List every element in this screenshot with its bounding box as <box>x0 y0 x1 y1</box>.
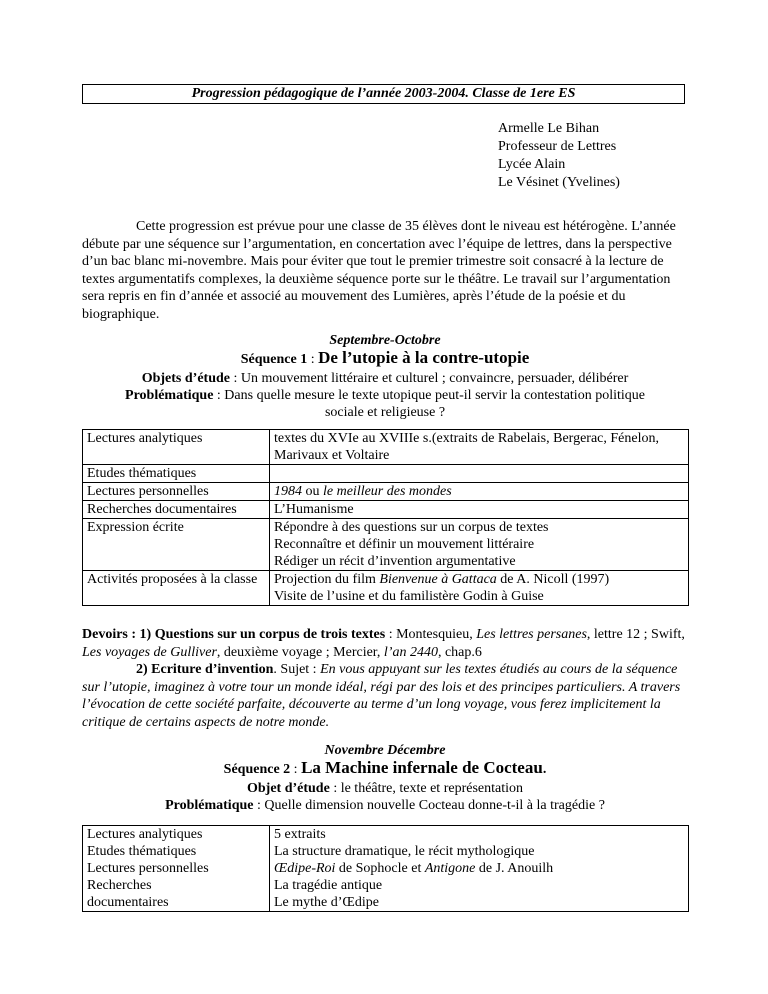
row-text: de Sophocle et <box>335 861 425 876</box>
row-value: Le mythe d’Œdipe <box>274 895 379 910</box>
seq2-objets <box>82 780 688 797</box>
table-row <box>83 826 689 912</box>
table-row <box>83 519 689 571</box>
book-title: l’an 2440 <box>383 644 438 660</box>
devoir-1 <box>82 626 688 661</box>
seq1-period: Septembre-Octobre <box>329 333 441 348</box>
document-title: Progression pédagogique de l’année 2003-2004. Classe de 1ere ES <box>82 84 685 104</box>
seq2-heading <box>82 758 688 780</box>
book-title: le meilleur des mondes <box>323 484 452 499</box>
devoir-2-label: 2) Ecriture d’invention <box>136 662 274 677</box>
devoir-text: , chap.6 <box>437 644 482 660</box>
seq1-title: De l’utopie à la contre-utopie <box>318 348 530 367</box>
book-title: Les voyages de Gulliver <box>82 644 217 660</box>
seq1-problematique <box>82 387 688 421</box>
activity-text: de A. Nicoll (1997) <box>496 572 610 587</box>
row-value <box>274 860 684 877</box>
row-value: 5 extraits <box>274 827 326 842</box>
devoir-text: , lettre 12 ; Swift, <box>586 627 685 642</box>
devoir-subject: En vous appuyant sur les textes étudiés au cours de la séquence sur l’utopie, imaginez à votre tour un monde idéal, régi par des lois et des principes particuliers. A travers l’évocation de cette société parfaite, découverte au terme d’un long voyage, vous ferez implicitement la critique de certains aspects de notre monde. <box>82 662 681 730</box>
row-label: Recherches documentaires <box>87 878 169 910</box>
book-title: Les lettres persanes <box>476 627 587 642</box>
author-block <box>498 120 620 192</box>
devoir-2 <box>82 661 688 731</box>
activity-line: Répondre à des questions sur un corpus de textes <box>274 520 549 535</box>
table-cell <box>270 826 689 912</box>
seq2-prob-text: : Quelle dimension nouvelle Cocteau donne-t-il à la tragédie ? <box>253 798 605 813</box>
table-cell: L’Humanisme <box>270 501 689 519</box>
activity-line: Visite de l’usine et du familistère Godin à Guise <box>274 589 544 604</box>
row-value: La tragédie antique <box>274 878 383 893</box>
seq1-prob-text: : Dans quelle mesure le texte utopique peut-il servir la contestation politique sociale et religieuse ? <box>213 388 645 420</box>
seq2-title-end: . <box>542 762 547 777</box>
row-value: La structure dramatique, le récit mythologique <box>274 844 535 859</box>
book-title: Œdipe-Roi <box>274 861 336 876</box>
book-title: Antigone <box>424 861 476 876</box>
table-cell: Expression écrite <box>83 519 270 571</box>
table-cell <box>270 483 689 501</box>
row-label: Lectures personnelles <box>87 861 209 876</box>
seq2-label: Séquence 2 <box>223 762 291 777</box>
intro-paragraph <box>82 218 688 323</box>
intro-text: Cette progression est prévue pour une classe de 35 élèves dont le niveau est hétérogène. L’année débute par une séquence sur l’argumentation, en concertation avec l’équipe de lettres, dans la perspective d’un bac blanc mi-novembre. Mais pour éviter que tout le premier trimestre soit consacré à la lecture de textes argumentatifs complexes, la deuxième séquence porte sur le théâtre. Le travail sur l’argumentation sera repris en fin d’année et associé au mouvement des Lumières, après l’étude de la poésie et du biographique. <box>82 219 676 322</box>
row-label: Lectures analytiques <box>87 827 203 842</box>
table-cell: Lectures personnelles <box>83 483 270 501</box>
seq1-prob-label: Problématique <box>125 388 214 403</box>
seq2-sep: : <box>290 762 302 777</box>
film-title: Bienvenue à Gattaca <box>379 572 497 587</box>
seq1-label: Séquence 1 <box>240 352 308 367</box>
author-school: Lycée Alain <box>498 157 566 172</box>
table-cell: Etudes thématiques <box>83 465 270 483</box>
book-title: 1984 <box>274 484 302 499</box>
author-city: Le Vésinet (Yvelines) <box>498 175 620 190</box>
table-row <box>83 571 689 606</box>
table-row <box>83 465 689 483</box>
seq1-table <box>82 429 689 606</box>
table-row <box>83 430 689 465</box>
seq1-sep: : <box>307 352 319 367</box>
connector-text: ou <box>302 484 323 499</box>
seq1-objets-label: Objets d’étude <box>141 371 230 386</box>
table-cell <box>83 826 270 912</box>
devoir-text: . Sujet : <box>273 662 321 677</box>
author-role: Professeur de Lettres <box>498 139 617 154</box>
seq2-problematique <box>82 797 688 814</box>
activity-line: Reconnaître et définir un mouvement littéraire <box>274 537 535 552</box>
seq1-heading <box>82 348 688 370</box>
table-cell: Recherches documentaires <box>83 501 270 519</box>
activity-text: Projection du film <box>274 572 380 587</box>
seq2-objets-text: : le théâtre, texte et représentation <box>329 781 523 796</box>
seq2-title: La Machine infernale de Cocteau <box>301 758 543 777</box>
author-name: Armelle Le Bihan <box>498 121 600 136</box>
seq2-period: Novembre Décembre <box>324 743 446 758</box>
devoirs-block <box>82 626 688 731</box>
row-label: Etudes thématiques <box>87 844 197 859</box>
row-text: de J. Anouilh <box>475 861 554 876</box>
devoir-1-label: Devoirs : 1) Questions sur un corpus de trois textes <box>82 627 386 642</box>
seq1-objets-text: : Un mouvement littéraire et culturel ; convaincre, persuader, délibérer <box>230 371 629 386</box>
devoir-text: , deuxième voyage ; Mercier, <box>216 644 384 660</box>
table-cell: textes du XVIe au XVIIIe s.(extraits de Rabelais, Bergerac, Fénelon, Marivaux et Voltaire <box>270 430 689 465</box>
table-row <box>83 501 689 519</box>
activity-line <box>274 571 684 588</box>
table-cell: Lectures analytiques <box>83 430 270 465</box>
table-row <box>83 483 689 501</box>
table-cell <box>270 465 689 483</box>
seq2-objets-label: Objet d’étude <box>246 781 330 796</box>
activity-line: Rédiger un récit d’invention argumentative <box>274 554 516 569</box>
table-cell: Activités proposées à la classe <box>83 571 270 606</box>
seq2-table <box>82 825 689 912</box>
table-cell <box>270 571 689 606</box>
seq2-prob-label: Problématique <box>165 798 254 813</box>
devoir-text: : Montesquieu, <box>385 627 477 642</box>
seq1-objets <box>82 370 688 387</box>
table-cell <box>270 519 689 571</box>
